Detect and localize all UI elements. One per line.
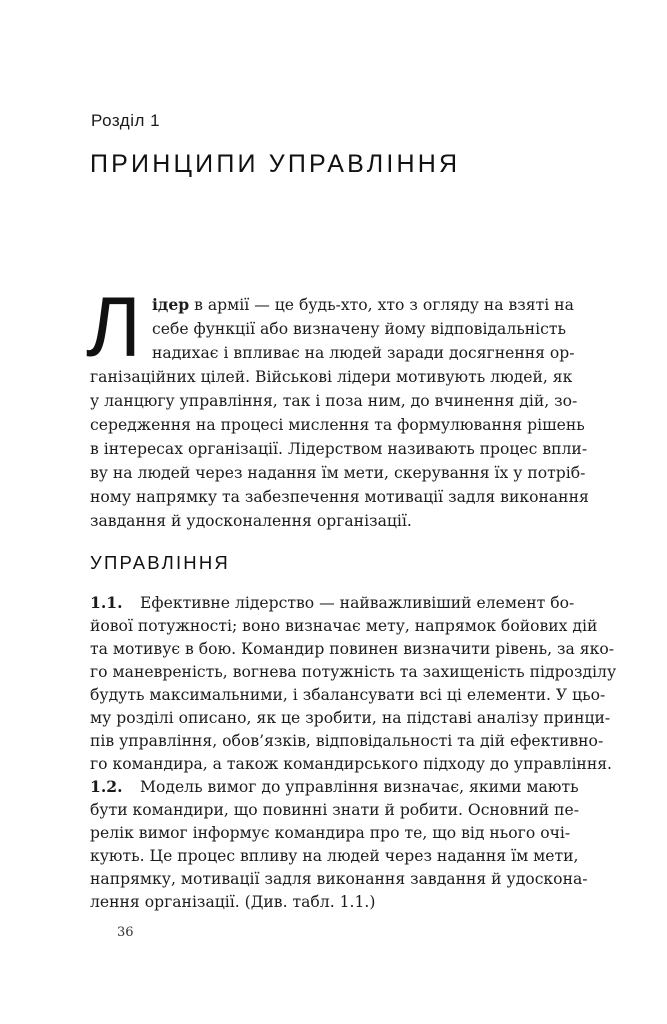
intro-line: середження на процесі мислення та формулювання рішень [90,416,585,434]
paragraph-line: лення організації. (Див. табл. 1.1.) [90,893,376,911]
intro-line-text: в армії — це будь-хто, хто з огляду на взяті на [189,296,574,314]
paragraph-line: Модель вимог до управління визначає, якими мають [140,778,579,796]
intro-line: в інтересах організації. Лідерством називають процес впли- [90,440,588,458]
paragraph-line: му розділі описано, як це зробити, на підставі аналізу принци- [90,709,611,727]
chapter-label: Розділ 1 [91,111,161,130]
paragraph-line: го маневреність, вогнева потужність та захищеність підрозділу [90,663,617,681]
paragraph-line: та мотивує в бою. Командир повинен визначити рівень, за яко- [90,640,615,658]
paragraph-number: 1.2. [90,777,123,796]
intro-line [152,293,574,317]
intro-line: завдання й удосконалення організації. [90,512,412,530]
intro-line: ному напрямку та забезпечення мотивації задля виконання [90,488,589,506]
intro-line: ву на людей через надання їм мети, скерування їх у потріб- [90,464,586,482]
intro-line: надихає і впливає на людей заради досягнення ор- [152,344,575,362]
paragraph-line: йової потужності; воно визначає мету, напрямок бойових дій [90,617,598,635]
intro-line: ганізаційних цілей. Військові лідери мотивують людей, як [90,368,573,386]
section-heading: УПРАВЛІННЯ [90,552,230,573]
paragraph-line: бути командири, що повинні знати й робити. Основний пе- [90,801,580,819]
intro-line: себе функції або визначену йому відповідальність [152,320,566,338]
intro-first-word: ідер [152,295,190,314]
paragraph-number: 1.1. [90,593,123,612]
drop-cap: Л [86,280,142,374]
paragraph-line: релік вимог інформує командира про те, що від нього очі- [90,824,571,842]
paragraph-line: го командира, а також командирського підходу до управління. [90,755,613,773]
paragraph-line: пів управління, обов’язків, відповідальності та дій ефективно- [90,732,604,750]
paragraph-line: кують. Це процес впливу на людей через надання їм мети, [90,847,579,865]
intro-line: у ланцюгу управління, так і поза ним, до вчинення дій, зо- [90,392,578,410]
chapter-title: ПРИНЦИПИ УПРАВЛІННЯ [90,150,461,178]
paragraph-line: будуть максимальними, і збалансувати всі ці елементи. У цьо- [90,686,606,704]
paragraph-line: Ефективне лідерство — найважливіший елемент бо- [140,594,575,612]
paragraph-line: напрямку, мотивації задля виконання завдання й удоскона- [90,870,588,888]
page-number: 36 [117,925,134,940]
